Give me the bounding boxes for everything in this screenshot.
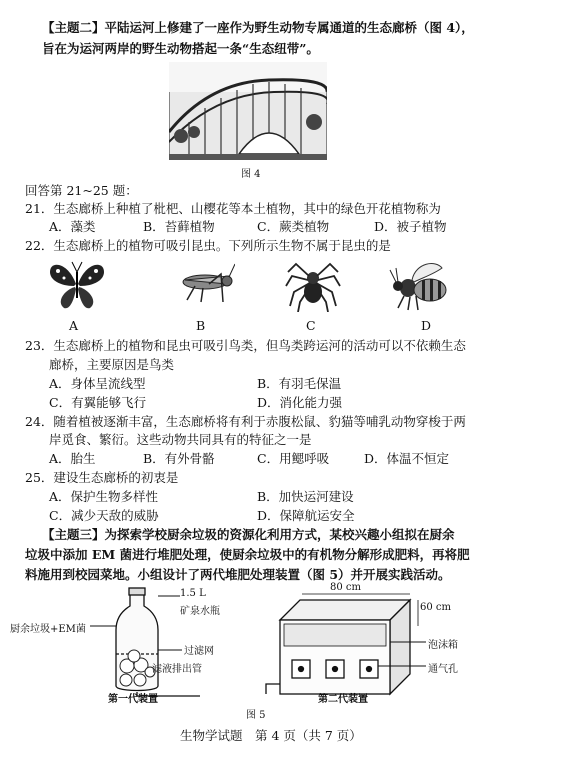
q25-option-d: D．保障航运安全 xyxy=(257,508,355,523)
q22-label-b: B xyxy=(196,318,206,333)
vent-hole-label: 通气孔 xyxy=(428,664,458,675)
filter-label: 过滤网 xyxy=(184,646,214,657)
box-height-label: 60 cm xyxy=(420,602,451,613)
answer-intro: 回答第 21~25 题： xyxy=(25,183,138,198)
page-footer: 生物学试题 第 4 页（共 7 页） xyxy=(180,728,362,743)
q23-option-a: A．身体呈流线型 xyxy=(49,376,146,391)
q24-option-d: D．体温不恒定 xyxy=(364,451,450,466)
box-width-label: 80 cm xyxy=(330,582,361,593)
grasshopper-image xyxy=(175,262,235,308)
q24-option-a: A．胎生 xyxy=(49,451,96,466)
q25-option-c: C．减少天敌的威胁 xyxy=(49,508,159,523)
q23-option-b: B．有羽毛保温 xyxy=(257,376,342,391)
q22-label-c: C xyxy=(306,318,316,333)
bottle-volume-label: 1.5 L xyxy=(180,588,206,599)
q24-stem-line2: 岸觅食、繁衍。这些动物共同具有的特征之一是 xyxy=(49,432,312,447)
q23-option-d: D．消化能力强 xyxy=(257,395,343,410)
q21-option-a: A．藻类 xyxy=(49,219,96,234)
theme3-line1: 【主题三】为探索学校厨余垃圾的资源化利用方式，某校兴趣小组拟在厨余 xyxy=(42,527,455,542)
q25-option-b: B．加快运河建设 xyxy=(257,489,354,504)
q23-stem-line2: 廊桥，主要原因是鸟类 xyxy=(49,357,175,372)
foam-box-label: 泡沫箱 xyxy=(428,640,458,651)
gen1-caption: 第一代装置 xyxy=(108,694,158,705)
bottle-name-label: 矿泉水瓶 xyxy=(180,606,220,617)
q22-stem: 22．生态廊桥上的植物可吸引昆虫。下列所示生物不属于昆虫的是 xyxy=(25,238,391,253)
figure4-caption: 图 4 xyxy=(241,169,261,180)
q21-option-b: B．苔藓植物 xyxy=(143,219,215,234)
q21-option-d: D．被子植物 xyxy=(374,219,447,234)
gen2-caption: 第二代装置 xyxy=(318,694,368,705)
figure5-diagram xyxy=(30,586,550,704)
q23-option-c: C．有翼能够飞行 xyxy=(49,395,147,410)
q24-option-c: C．用鳃呼吸 xyxy=(257,451,330,466)
theme3-line3: 料施用到校园菜地。小组设计了两代堆肥处理装置（图 5）并开展实践活动。 xyxy=(25,567,451,582)
drain-pipe-label: 滤液排出管 xyxy=(152,664,202,675)
q24-stem-line1: 24．随着植被逐渐丰富，生态廊桥将有利于赤腹松鼠、豹猫等哺乳动物穿梭于两 xyxy=(25,414,466,429)
theme2-line1: 【主题二】平陆运河上修建了一座作为野生动物专属通道的生态廊桥（图 4）， xyxy=(42,20,474,35)
butterfly-image xyxy=(46,258,108,312)
q21-option-c: C．蕨类植物 xyxy=(257,219,330,234)
q25-stem: 25．建设生态廊桥的初衷是 xyxy=(25,470,179,485)
foam-box xyxy=(280,600,410,694)
theme2-line2: 旨在为运河两岸的野生动物搭起一条“生态纽带”。 xyxy=(42,41,319,56)
q22-label-a: A xyxy=(69,318,79,333)
ecological-bridge-photo xyxy=(169,62,327,160)
q23-stem-line1: 23．生态廊桥上的植物和昆虫可吸引鸟类，但鸟类跨运河的活动可以不依赖生态 xyxy=(25,338,466,353)
q25-option-a: A．保护生物多样性 xyxy=(49,489,159,504)
q21-stem: 21．生态廊桥上种植了枇杷、山樱花等本土植物，其中的绿色开花植物称为 xyxy=(25,201,441,216)
bee-image xyxy=(386,258,452,312)
q22-label-d: D xyxy=(421,318,432,333)
spider-image xyxy=(284,258,342,312)
theme3-line2: 垃圾中添加 EM 菌进行堆肥处理，使厨余垃圾中的有机物分解形成肥料，再将肥 xyxy=(25,547,470,562)
figure5-caption: 图 5 xyxy=(246,710,266,721)
q24-option-b: B．有外骨骼 xyxy=(143,451,215,466)
waste-em-label: 厨余垃圾+EM菌 xyxy=(10,624,86,635)
